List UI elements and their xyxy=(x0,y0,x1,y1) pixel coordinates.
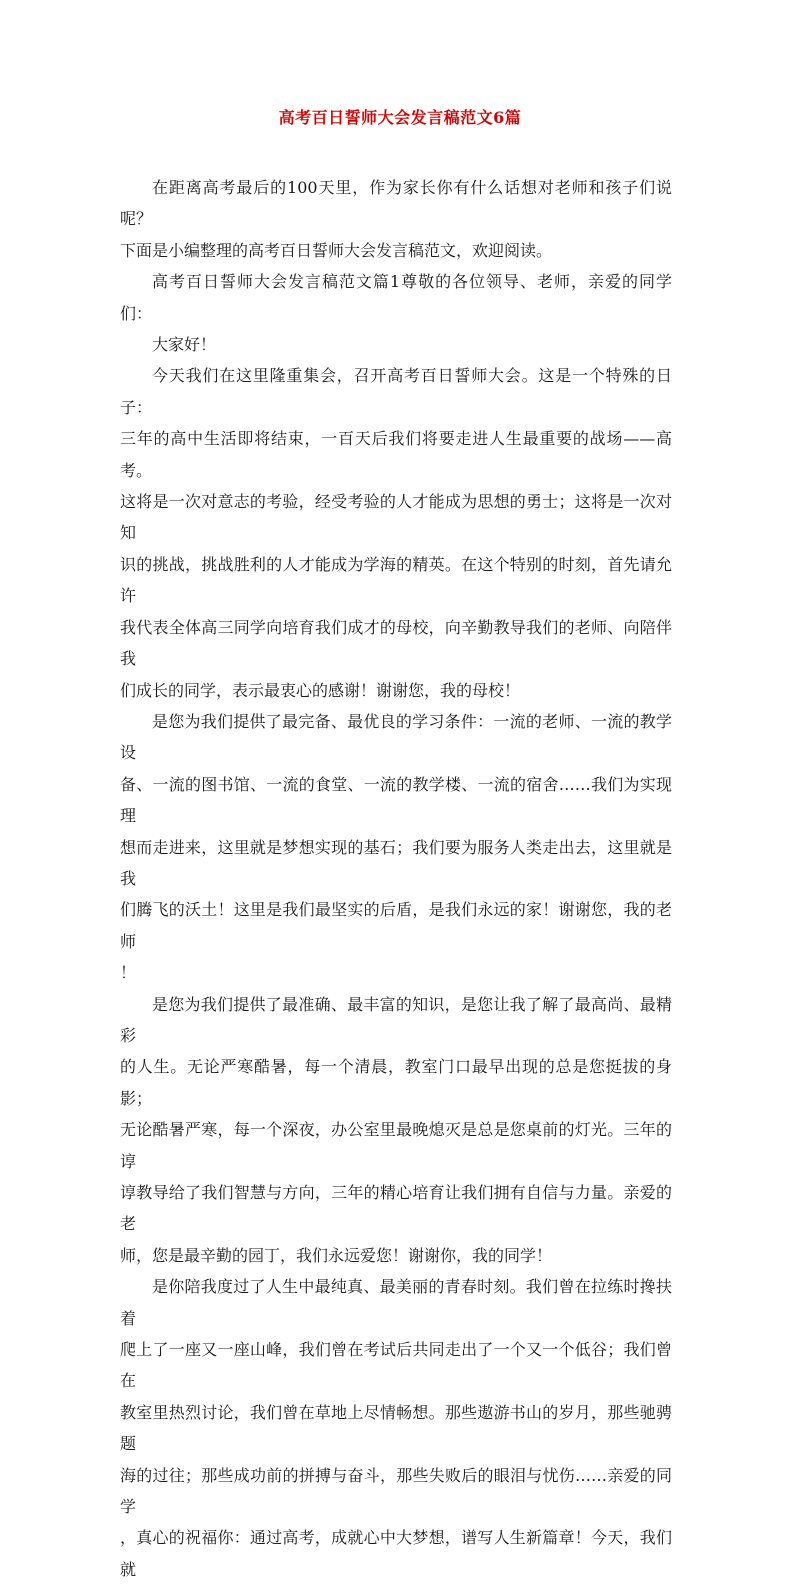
paragraph-teacher-thanks: 是您为我们提供了最准确、最丰富的知识，是您让我了解了最高尚、最精彩 的人生。无论严寒酷暑，每一个清晨，教室门口最早出现的总是您挺拔的身影； 无论酷暑严寒，每一个深夜，办公室里最晚熄灭是总是您桌前的灯光。三年的谆 谆教导给了我们智慧与方向，三年的精心培育让我们拥有自信与力量。亲爱的老 师，您是最辛勤的园丁，我们永远爱您！谢谢你，我的同学！ xyxy=(120,994,672,1265)
document-title: 高考百日誓师大会发言稿范文6篇 xyxy=(278,108,522,127)
paragraph-salutation-heading: 高考百日誓师大会发言稿范文篇1尊敬的各位领导、老师，亲爱的同学们： xyxy=(120,272,672,323)
paragraph-assembly: 今天我们在这里隆重集会，召开高考百日誓师大会。这是一个特殊的日子： 三年的高中生活即将结束，一百天后我们将要走进人生最重要的战场——高考。 这将是一次对意志的考验，经受考验的人才能成为思想的勇士；这将是一次对知 识的挑战，挑战胜利的人才能成为学海的精英。在这个特别的时刻，首先请允许 我代表全体高三同学向培育我们成才的母校，向辛勤教导我们的老师、向陪伴我 们成长的同学，表示最衷心的感谢！谢谢您，我的母校！ xyxy=(120,366,672,700)
document-body xyxy=(120,172,672,1585)
paragraph-classmate-thanks: 是你陪我度过了人生中最纯真、最美丽的青春时刻。我们曾在拉练时搀扶着 爬上了一座又一座山峰，我们曾在考试后共同走出了一个又一个低谷；我们曾在 教室里热烈讨论，我们曾在草地上尽情畅想。那些遨游书山的岁月，那些驰骋题 海的过往；那些成功前的拼搏与奋斗，那些失败后的眼泪与忧伤……亲爱的同学 ，真心的祝福你：通过高考，成就心中大梦想，谱写人生新篇章！今天，我们就 xyxy=(120,1277,672,1579)
paragraph-greeting: 大家好！ xyxy=(152,335,217,355)
paragraph-intro: 在距离高考最后的100天里，作为家长你有什么话想对老师和孩子们说呢？ 下面是小编整理的高考百日誓师大会发言稿范文，欢迎阅读。 xyxy=(120,178,672,260)
paragraph-school-thanks: 是您为我们提供了最完备、最优良的学习条件：一流的老师、一流的教学设 备、一流的图书馆、一流的食堂、一流的教学楼、一流的宿舍……我们为实现理 想而走进来，这里就是梦想实现的基石；我们要为服务人类走出去，这里就是我 们腾飞的沃土！这里是我们最坚实的后盾，是我们永远的家！谢谢您，我的老师 ！ xyxy=(120,711,672,983)
